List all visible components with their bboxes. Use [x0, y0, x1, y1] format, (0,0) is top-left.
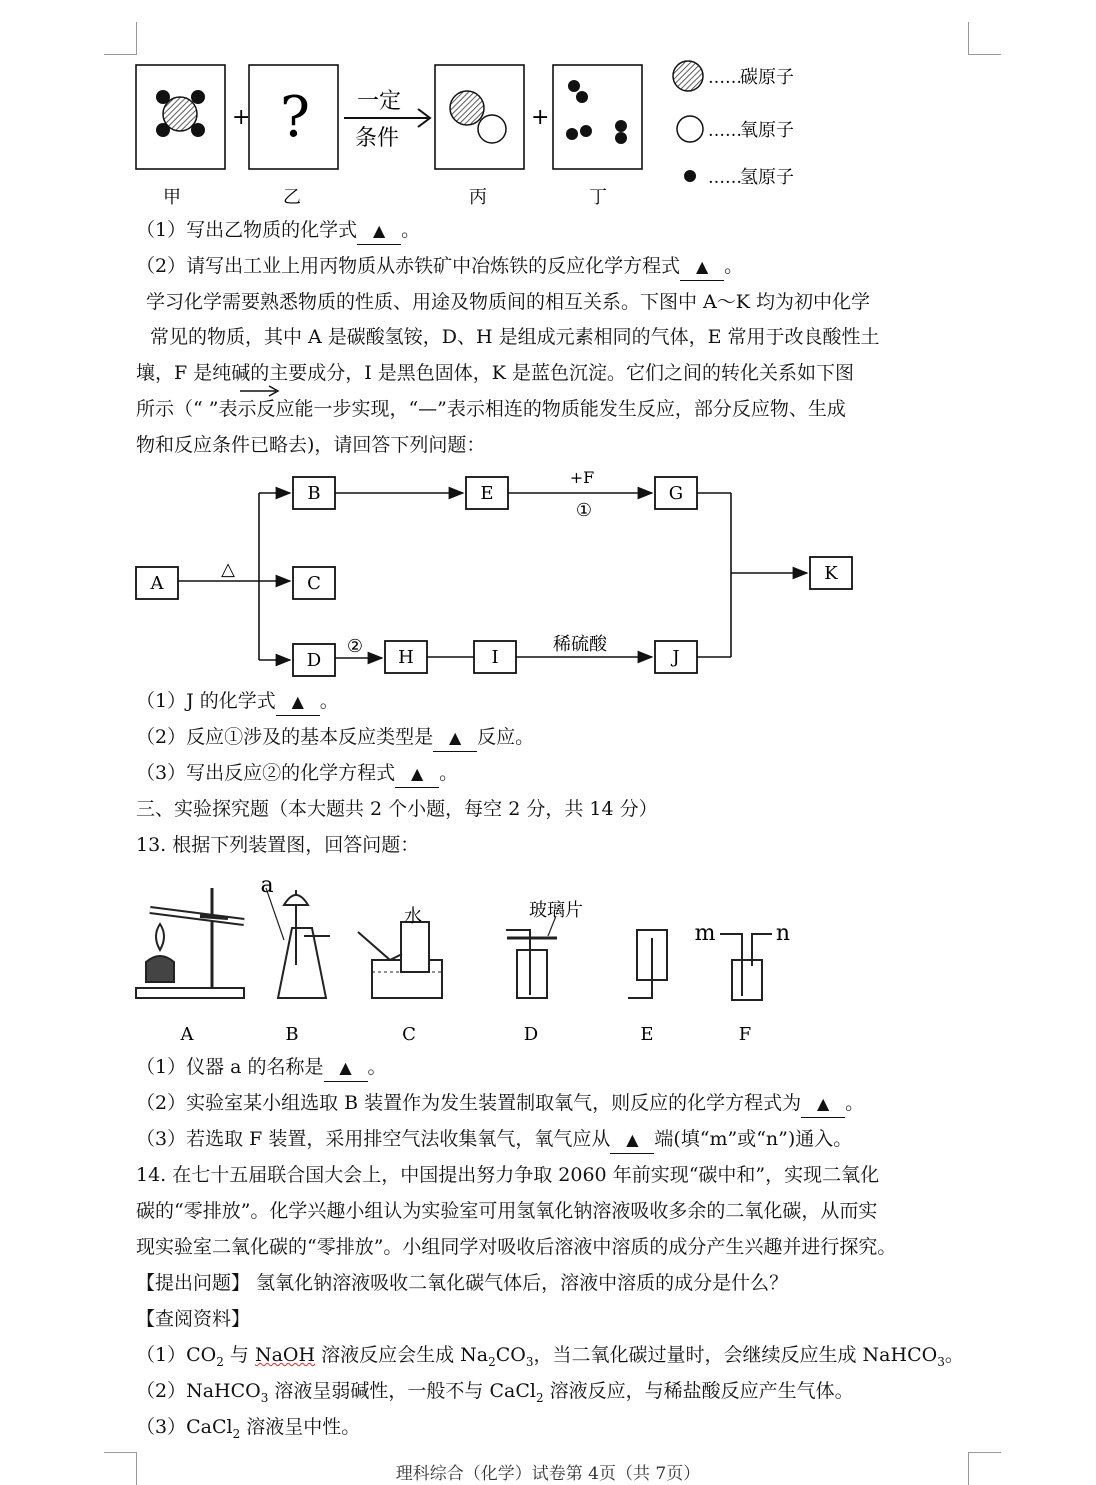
label-glass-plate: 玻璃片: [529, 900, 583, 921]
hydrogen-atom: [566, 128, 578, 140]
plus-sign: +: [531, 105, 550, 130]
hydrogen-atom: [156, 123, 170, 137]
label-bing: 丙: [469, 187, 487, 208]
legend-dots: ……: [708, 168, 742, 188]
answer-blank[interactable]: ▲: [395, 760, 439, 788]
apparatus-b-flask: [278, 928, 326, 998]
apparatus-c-bottle: [401, 922, 429, 972]
q13-title: 13. 根据下列装置图，回答问题：: [136, 834, 420, 856]
node-e-label: E: [480, 483, 494, 504]
page-footer: 理科综合（化学）试卷第 4页（共 7页）: [395, 1464, 701, 1484]
q14-line-3: 现实验室二氧化碳的“零排放”。小组同学对吸收后溶液中溶质的成分产生兴趣并进行探究。: [136, 1236, 897, 1258]
reaction-1-label: ①: [575, 500, 593, 521]
legend-carbon: 碳原子: [740, 67, 794, 88]
q11-sub2: （2）请写出工业上用丙物质从赤铁矿中冶炼铁的反应化学方程式 ▲ 。: [136, 253, 743, 281]
q12-intro-4: 所示（“ ”表示反应能一步实现，“—”表示相连的物质能发生反应，部分反应物、生成: [136, 398, 846, 420]
hydrogen-atom: [191, 90, 205, 104]
hydrogen-atom: [191, 123, 205, 137]
apparatus-a-flame: [156, 924, 164, 950]
node-h-label: H: [398, 647, 414, 668]
q13-sub1: （1）仪器 a 的名称是 ▲ 。: [136, 1054, 387, 1082]
q11-sub1: （1）写出乙物质的化学式 ▲ 。: [136, 217, 420, 245]
q12-intro-2: 常见的物质，其中 A 是碳酸氢铵，D、H 是组成元素相同的气体，E 常用于改良酸性土: [150, 326, 880, 348]
q14-problem: 【提出问题】 氢氧化钠溶液吸收二氧化碳气体后，溶液中溶质的成分是什么？: [136, 1272, 789, 1294]
legend-oxygen: 氧原子: [740, 120, 794, 141]
q12-intro-5: 物和反应条件已略去)，请回答下列问题：: [136, 434, 486, 456]
apparatus-b-funnel: [284, 895, 308, 905]
q14-line-2: 碳的“零排放”。化学兴趣小组认为实验室可用氢氧化钠溶液吸收多余的二氧化碳，从而实: [136, 1200, 878, 1222]
dilute-acid-label: 稀硫酸: [553, 634, 607, 655]
apparatus-a-lamp: [146, 956, 174, 982]
node-j-label: J: [672, 647, 680, 668]
reaction-2-label: ②: [346, 636, 364, 657]
answer-blank[interactable]: ▲: [433, 724, 477, 752]
conversion-flow-diagram: [0, 460, 1096, 685]
q14-line-1: 14. 在七十五届联合国大会上，中国提出努力争取 2060 年前实现“碳中和”，实现二氧化: [136, 1164, 880, 1186]
q12-sub1: （1）J 的化学式 ▲ 。: [136, 688, 339, 716]
naoh-term: NaOH: [254, 1344, 316, 1366]
molecule-reaction-diagram: [0, 0, 1096, 220]
label-ding: 丁: [589, 187, 607, 208]
plus-f-label: +F: [569, 468, 595, 487]
q14-reference-3: （3）CaCl$_2$ 溶液呈中性。: [136, 1416, 361, 1441]
apparatus-label-f: F: [738, 1024, 752, 1045]
label-m: m: [694, 921, 716, 946]
condition-bottom: 条件: [355, 126, 400, 151]
q12-sub3: （3）写出反应②的化学方程式 ▲ 。: [136, 760, 458, 788]
apparatus-label-a: A: [180, 1024, 194, 1045]
apparatus-label-e: E: [640, 1024, 654, 1045]
legend-hydrogen: 氢原子: [740, 167, 794, 188]
q14-reference-1: $(1)CO_2$ 与 NaOH 溶液反应会生成 $Na_2CO_3$，当二氧化碳过量时，会继续反应生成 NaHCO$_3$。: [136, 1344, 964, 1369]
legend-oxygen-icon: [677, 116, 703, 142]
box-ding: [553, 65, 642, 169]
node-b-label: B: [307, 483, 321, 504]
answer-blank[interactable]: ▲: [276, 688, 320, 716]
legend-dots: ……: [708, 121, 742, 141]
hydrogen-atom: [580, 125, 592, 137]
apparatus-c-tube: [358, 932, 402, 960]
node-g-label: G: [668, 483, 684, 504]
label-jia: 甲: [163, 187, 181, 208]
apparatus-d-jar: [517, 950, 547, 998]
problem-tag: 【提出问题】: [136, 1272, 251, 1294]
legend-arrow-icon: [238, 384, 282, 398]
answer-blank[interactable]: ▲: [680, 253, 724, 281]
legend-hydrogen-icon: [684, 170, 696, 182]
apparatus-a-base: [136, 988, 244, 998]
apparatus-label-c: C: [402, 1024, 416, 1045]
apparatus-e-tube: [628, 988, 652, 998]
section-3-heading: 三、实验探究题（本大题共 2 个小题，每空 2 分，共 14 分）: [136, 798, 658, 820]
node-c-label: C: [307, 573, 321, 594]
oxygen-atom: [478, 115, 506, 143]
heat-symbol: △: [221, 559, 235, 580]
answer-blank[interactable]: ▲: [610, 1126, 654, 1154]
hydrogen-atom: [576, 91, 588, 103]
q13-sub2: （2）实验室某小组选取 B 装置作为发生装置制取氧气，则反应的化学方程式为 ▲ 。: [136, 1090, 864, 1118]
node-i-label: I: [491, 647, 499, 668]
carbon-atom: [450, 91, 484, 125]
q12-intro-3: 壤，F 是纯碱的主要成分，I 是黑色固体，K 是蓝色沉淀。它们之间的转化关系如下图: [136, 362, 855, 384]
hydrogen-atom: [615, 120, 627, 132]
answer-blank[interactable]: ▲: [801, 1090, 845, 1118]
label-n: n: [775, 921, 791, 946]
node-d-label: D: [306, 650, 322, 671]
node-a-label: A: [150, 573, 164, 594]
condition-top: 一定: [357, 89, 402, 114]
q13-sub3: （3）若选取 F 装置，采用排空气法收集氧气，氧气应从 ▲ 端(填“m”或“n”)通入。: [136, 1126, 852, 1154]
q12-sub2: （2）反应①涉及的基本反应类型是 ▲ 反应。: [136, 724, 534, 752]
q14-data-tag: 【查阅资料】: [136, 1308, 251, 1330]
answer-blank[interactable]: ▲: [324, 1054, 368, 1082]
plus-sign: +: [232, 105, 251, 130]
hydrogen-atom: [615, 132, 627, 144]
apparatus-label-d: D: [523, 1024, 539, 1045]
label-yi: 乙: [283, 187, 301, 208]
apparatus-diagram: [0, 870, 1096, 1050]
q12-intro-1: 学习化学需要熟悉物质的性质、用途及物质间的相互关系。下图中 A～K 均为初中化学: [146, 291, 870, 313]
q14-reference-2: （2）NaHCO$_3$ 溶液呈弱碱性，一般不与 CaCl$_2$ 溶液反应，与稀盐酸反应产生气体。: [136, 1380, 854, 1405]
label-a-instrument: a: [260, 873, 274, 898]
node-k-label: K: [824, 563, 838, 584]
answer-blank[interactable]: ▲: [357, 217, 401, 245]
legend-dots: ……: [708, 68, 742, 88]
legend-carbon-icon: [673, 61, 703, 91]
apparatus-label-b: B: [285, 1024, 299, 1045]
hydrogen-atom: [156, 90, 170, 104]
apparatus-f-jar: [732, 960, 762, 1000]
label-water: 水: [404, 906, 422, 927]
unknown-mark: ?: [280, 85, 311, 150]
hydrogen-atom: [568, 80, 580, 92]
